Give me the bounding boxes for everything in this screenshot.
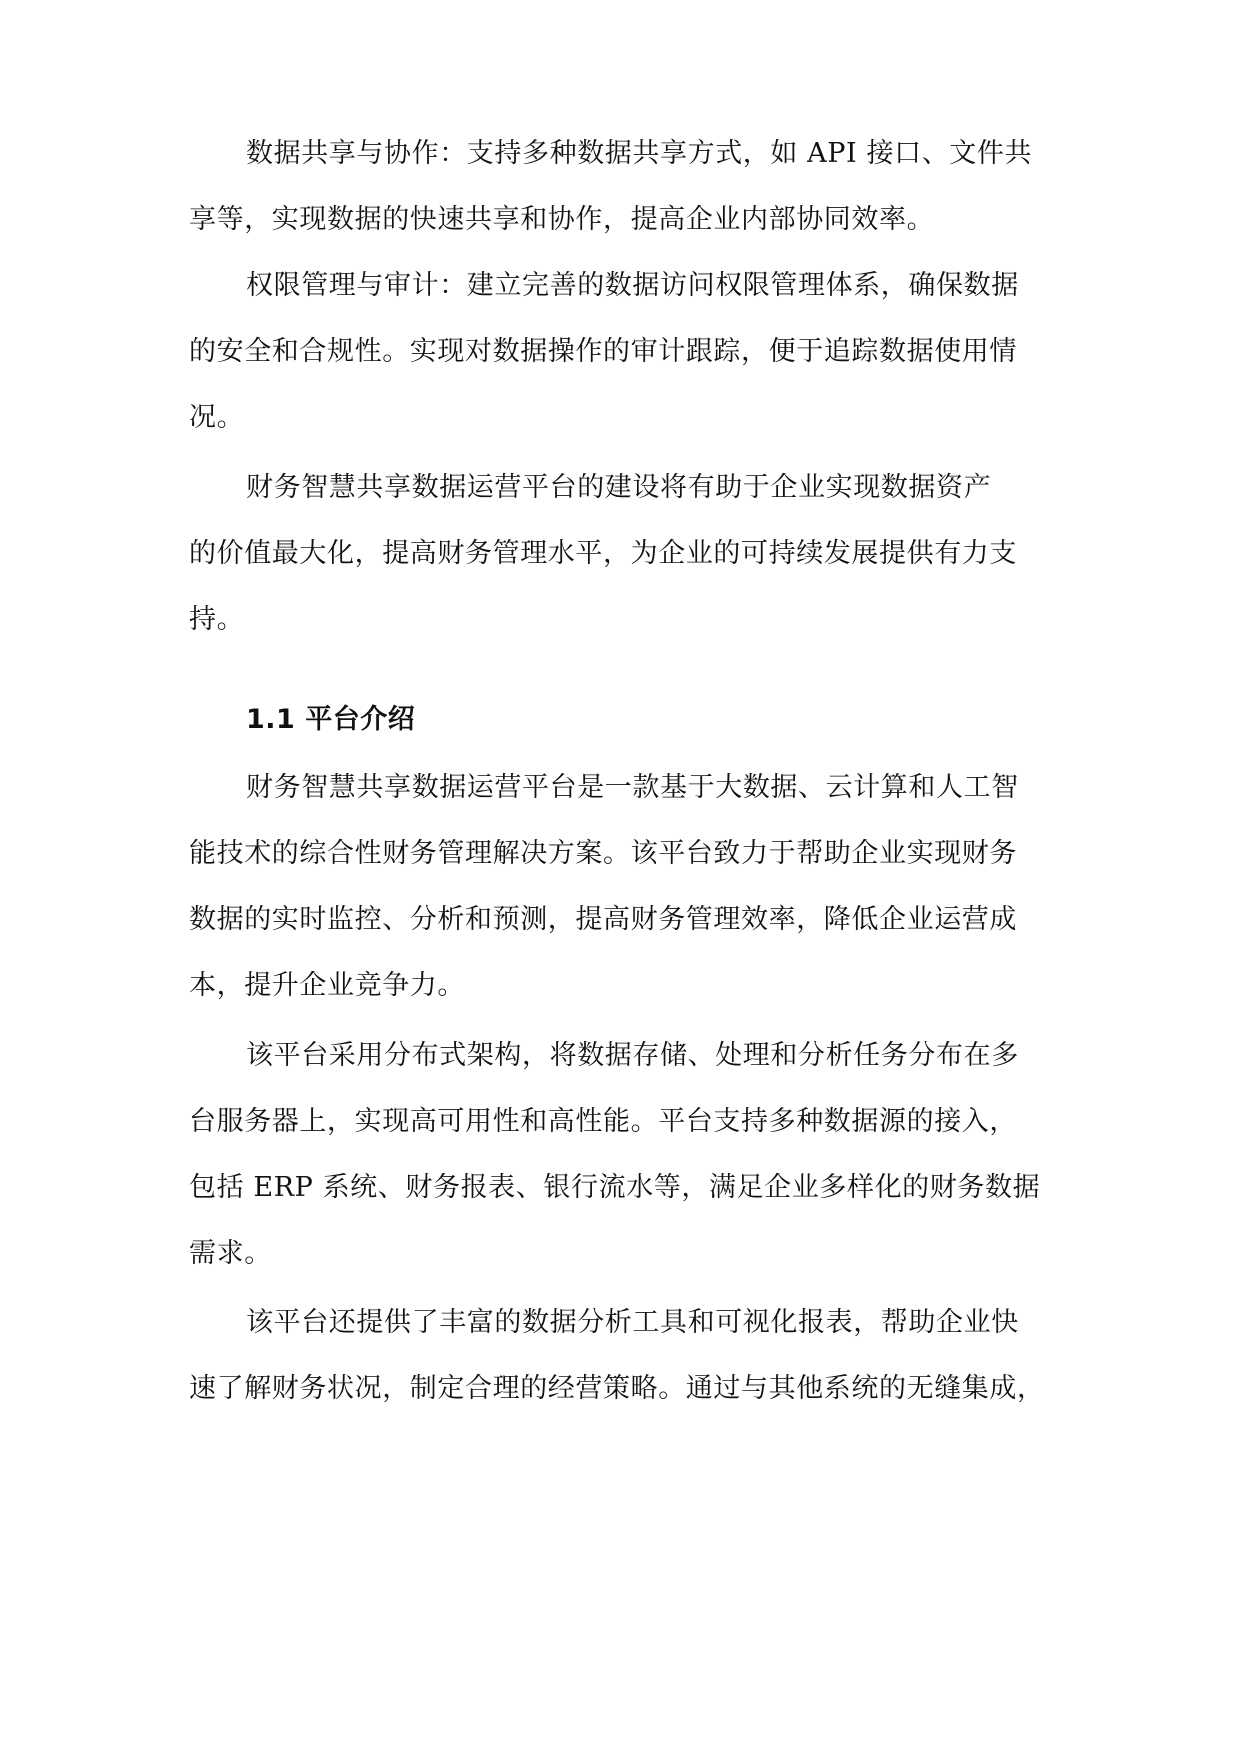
paragraph-line: 数据共享与协作：支持多种数据共享方式，如 API 接口、文件共 [246,138,1033,169]
paragraph-line: 财务智慧共享数据运营平台的建设将有助于企业实现数据资产 [246,472,992,503]
paragraph-line: 的安全和合规性。实现对数据操作的审计跟踪，便于追踪数据使用情 [189,336,1017,367]
paragraph-line: 台服务器上，实现高可用性和高性能。平台支持多种数据源的接入， [189,1106,1017,1137]
paragraph-line: 持。 [189,604,245,635]
section-heading: 1.1 平台介绍 [246,704,416,735]
paragraph-line: 该平台采用分布式架构，将数据存储、处理和分析任务分布在多 [246,1040,1019,1071]
paragraph-line: 本，提升企业竞争力。 [189,970,465,1001]
paragraph-line: 需求。 [189,1238,272,1269]
paragraph-line: 权限管理与审计：建立完善的数据访问权限管理体系，确保数据 [246,270,1019,301]
paragraph-line: 享等，实现数据的快速共享和协作，提高企业内部协同效率。 [189,204,935,235]
paragraph-line: 的价值最大化，提高财务管理水平，为企业的可持续发展提供有力支 [189,538,1017,569]
paragraph-line: 财务智慧共享数据运营平台是一款基于大数据、云计算和人工智 [246,772,1019,803]
paragraph-line: 速了解财务状况，制定合理的经营策略。通过与其他系统的无缝集成， [189,1373,1045,1404]
paragraph-line: 该平台还提供了丰富的数据分析工具和可视化报表，帮助企业快 [246,1307,1019,1338]
paragraph-line: 能技术的综合性财务管理解决方案。该平台致力于帮助企业实现财务 [189,838,1017,869]
paragraph-line: 包括 ERP 系统、财务报表、银行流水等，满足企业多样化的财务数据 [189,1172,1041,1203]
paragraph-line: 数据的实时监控、分析和预测，提高财务管理效率，降低企业运营成 [189,904,1017,935]
paragraph-line: 况。 [189,402,245,433]
